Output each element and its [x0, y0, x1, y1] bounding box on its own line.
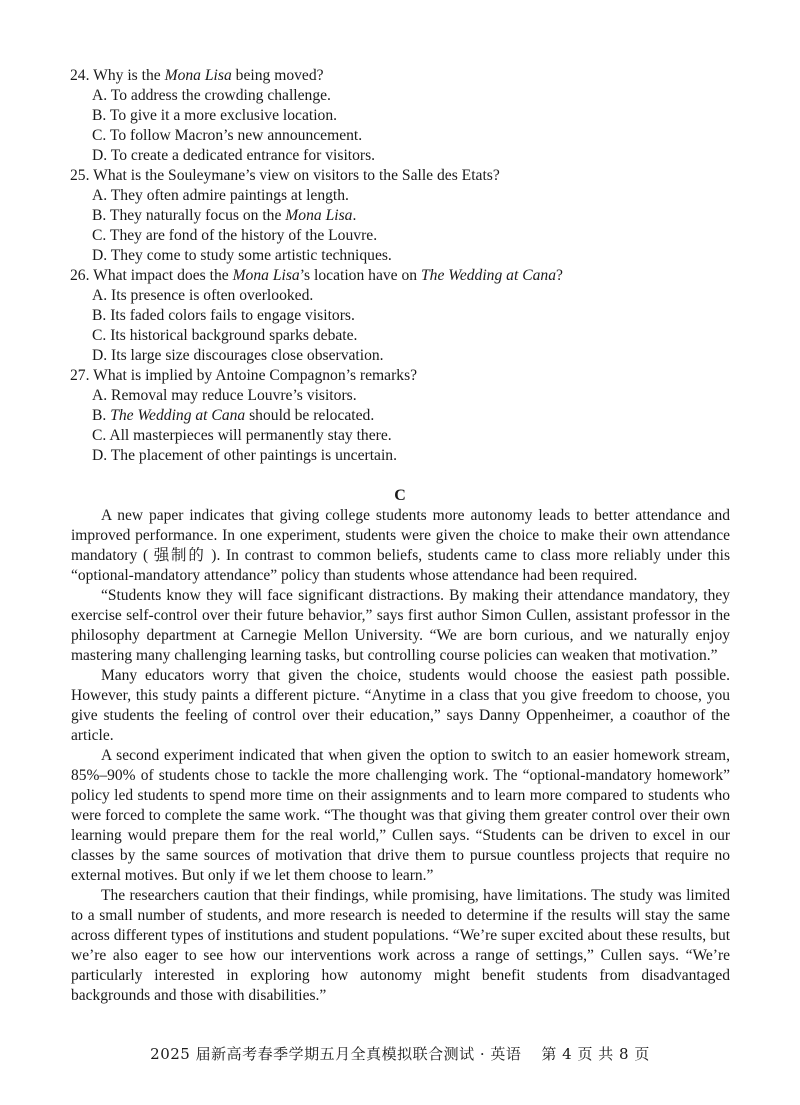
option-c: C. To follow Macron’s new announcement.: [92, 127, 363, 144]
option-a: A. They often admire paintings at length.: [92, 187, 349, 204]
question-26: [70, 266, 730, 366]
option-b: B. Its faded colors fails to engage visitors.: [92, 307, 355, 324]
option-b: B. To give it a more exclusive location.: [92, 107, 338, 124]
exam-title: 2025 届新高考春季学期五月全真模拟联合测试 · 英语: [150, 1045, 522, 1063]
question-27: [70, 366, 730, 466]
question-number: 26.: [70, 267, 90, 284]
question-stem: [70, 266, 730, 286]
option-d: D. To create a dedicated entrance for visitors.: [92, 147, 376, 164]
question-number: 27.: [70, 367, 90, 384]
question-stem: [70, 166, 730, 186]
passage-paragraph-1: A new paper indicates that giving college students more autonomy leads to better attendance and improved performance. In one experiment, students were given the choice to make their own attendance mandatory ( 强制的 ). In contrast to common beliefs, students came to class more reliably under this “optional-mandatory attendance” policy than students whose attendance had been required.: [71, 507, 730, 584]
question-stem: [70, 366, 730, 386]
page-number: 第 4 页 共 8 页: [541, 1045, 650, 1063]
option-b: B. The Wedding at Cana should be relocated.: [92, 407, 375, 424]
option-d: D. Its large size discourages close observation.: [92, 347, 384, 364]
passage-paragraph-5: The researchers caution that their findings, while promising, have limitations. The study was limited to a small number of students, and more research is needed to determine if the results will stay the same across different types of institutions and student populations. “We’re super excited about these results, but we’re also eager to see how our interventions work across a range of settings,” Cullen says. “We’re particularly interested in exploring how autonomy might benefit students from disadvantaged backgrounds and those with disabilities.”: [71, 887, 730, 1004]
passage-paragraph-3: Many educators worry that given the choice, students would choose the easiest path possible. However, this study paints a different picture. “Anytime in a class that you give freedom to choose, you give students the feeling of control over their education,” says Danny Oppenheimer, a coauthor of the article.: [71, 667, 730, 744]
question-25: [70, 166, 730, 266]
option-a: A. Its presence is often overlooked.: [92, 287, 314, 304]
question-text: What impact does the Mona Lisa’s location have on The Wedding at Cana?: [93, 267, 563, 284]
passage-paragraph-4: A second experiment indicated that when given the option to switch to an easier homework stream, 85%–90% of students chose to tackle the more challenging work. The “optional-mandatory homework” policy led students to spend more time on their assignments and to learn more compared to students who were forced to complete the same work. “The thought was that giving them greater control over their own learning would prepare them for the real world,” Cullen says. “Students can be driven to excel in our classes by the same sources of motivation that drive them to pursue countless projects that require no external motives. But only if we let them choose to learn.”: [71, 747, 730, 884]
question-text: What is implied by Antoine Compagnon’s remarks?: [93, 367, 418, 384]
question-text: What is the Souleymane’s view on visitors to the Salle des Etats?: [93, 167, 500, 184]
question-24: [70, 66, 730, 166]
option-c: C. Its historical background sparks debate.: [92, 327, 358, 344]
option-a: A. Removal may reduce Louvre’s visitors.: [92, 387, 357, 404]
question-number: 24.: [70, 67, 90, 84]
option-c: C. They are fond of the history of the Louvre.: [92, 227, 378, 244]
option-a: A. To address the crowding challenge.: [92, 87, 331, 104]
passage-title: C: [394, 487, 406, 504]
question-text: Why is the Mona Lisa being moved?: [93, 67, 324, 84]
question-number: 25.: [70, 167, 90, 184]
passage-paragraph-2: “Students know they will face significant distractions. By making their attendance mandatory, they exercise self-control over their future behavior,” says first author Simon Cullen, assistant professor in the philosophy department at Carnegie Mellon University. “We are born curious, and we naturally enjoy mastering many challenging learning tasks, but controlling course policies can weaken that motivation.”: [71, 587, 730, 664]
option-d: D. They come to study some artistic techniques.: [92, 247, 392, 264]
page-footer: [0, 1044, 800, 1064]
passage-c: [71, 506, 730, 1006]
option-c: C. All masterpieces will permanently stay there.: [92, 427, 392, 444]
option-b: B. They naturally focus on the Mona Lisa.: [92, 207, 357, 224]
question-list: [70, 66, 730, 466]
question-stem: [70, 66, 730, 86]
option-d: D. The placement of other paintings is uncertain.: [92, 447, 397, 464]
